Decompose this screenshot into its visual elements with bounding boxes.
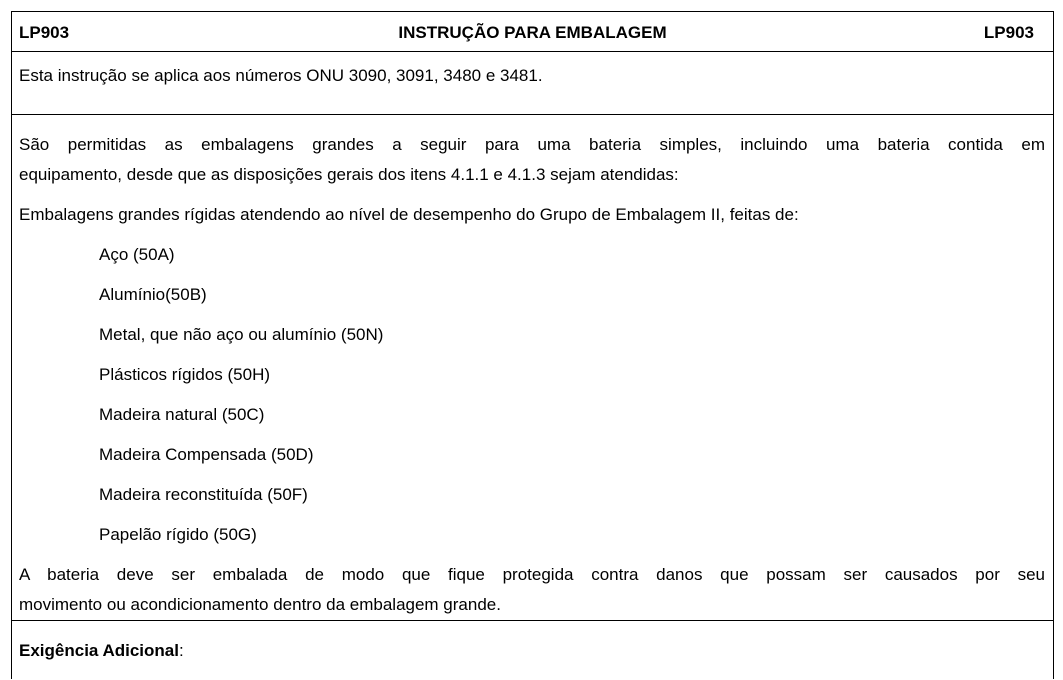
closing-line-1: A bateria deve ser embalada de modo que fique protegida contra danos que possam ser causados por seu bbox=[19, 565, 1045, 584]
packaging-item-aluminium: Alumínio(50B) bbox=[99, 285, 207, 304]
intro-line-2: equipamento, desde que as disposições gerais dos itens 4.1.1 e 4.1.3 sejam atendidas: bbox=[19, 165, 679, 184]
instruction-code-right: LP903 bbox=[983, 23, 1034, 42]
additional-requirement-colon: : bbox=[178, 641, 184, 660]
instruction-body bbox=[12, 115, 1053, 621]
packaging-item-other-metal: Metal, que não aço ou alumínio (50N) bbox=[99, 325, 384, 344]
intro-line-1: São permitidas as embalagens grandes a seguir para uma bateria simples, incluindo uma bateria contida em bbox=[19, 135, 1045, 154]
packing-instruction-table bbox=[11, 11, 1054, 679]
table-header bbox=[12, 12, 1053, 52]
scope-text: Esta instrução se aplica aos números ONU 3090, 3091, 3480 e 3481. bbox=[19, 66, 543, 85]
packaging-item-natural-wood: Madeira natural (50C) bbox=[99, 405, 265, 424]
packaging-item-steel: Aço (50A) bbox=[99, 245, 175, 264]
packaging-item-rigid-plastics: Plásticos rígidos (50H) bbox=[99, 365, 271, 384]
additional-requirement-label: Exigência Adicional bbox=[19, 641, 179, 660]
scope-row bbox=[12, 52, 1053, 115]
instruction-title: INSTRUÇÃO PARA EMBALAGEM bbox=[398, 23, 667, 42]
additional-requirement-heading bbox=[19, 641, 184, 661]
closing-line-2: movimento ou acondicionamento dentro da embalagem grande. bbox=[19, 595, 501, 614]
packaging-item-reconstituted-wood: Madeira reconstituída (50F) bbox=[99, 485, 308, 504]
instruction-code-left: LP903 bbox=[19, 23, 70, 42]
additional-requirement-row bbox=[12, 621, 1053, 680]
packaging-intro: Embalagens grandes rígidas atendendo ao nível de desempenho do Grupo de Embalagem II, feitas de: bbox=[19, 205, 799, 224]
packaging-item-rigid-fibreboard: Papelão rígido (50G) bbox=[99, 525, 257, 544]
packaging-item-plywood: Madeira Compensada (50D) bbox=[99, 445, 314, 464]
